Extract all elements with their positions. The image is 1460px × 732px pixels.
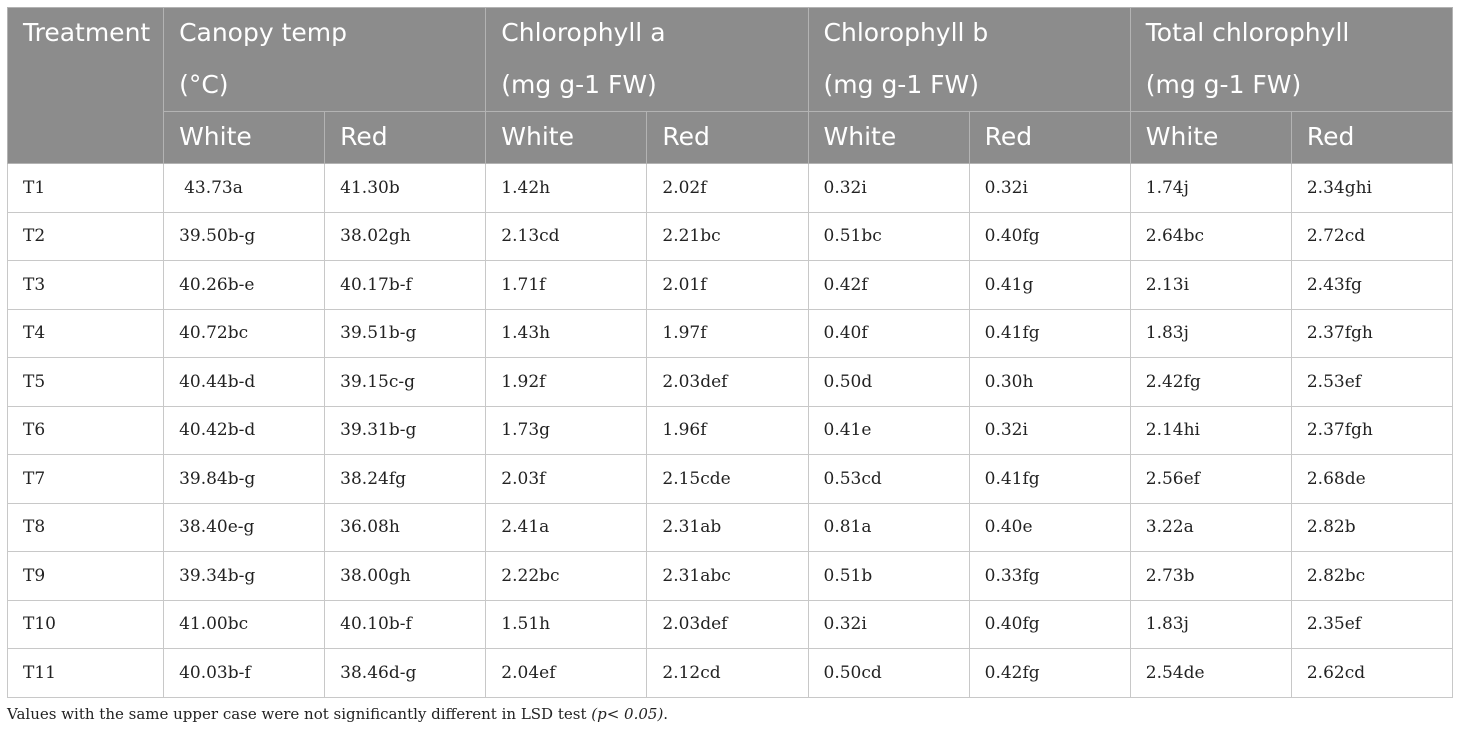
value-cell: 2.13cd xyxy=(486,212,647,261)
header-sub-white: White xyxy=(1130,112,1291,164)
treatment-cell: T6 xyxy=(8,406,164,455)
value-cell: 2.72cd xyxy=(1291,212,1452,261)
table-row xyxy=(8,455,1453,504)
table-row xyxy=(8,358,1453,407)
value-cell: 2.04ef xyxy=(486,649,647,698)
value-cell: 2.54de xyxy=(1130,649,1291,698)
value-cell: 0.41g xyxy=(969,261,1130,310)
treatment-cell: T1 xyxy=(8,164,164,213)
table-row xyxy=(8,212,1453,261)
value-cell: 1.97f xyxy=(647,309,808,358)
value-cell: 0.30h xyxy=(969,358,1130,407)
value-cell: 1.42h xyxy=(486,164,647,213)
header-unit-total-chlorophyll: (mg g-1 FW) xyxy=(1130,60,1452,112)
header-total-chlorophyll: Total chlorophyll xyxy=(1130,8,1452,60)
value-cell: 2.02f xyxy=(647,164,808,213)
table-row xyxy=(8,649,1453,698)
header-sub-white: White xyxy=(486,112,647,164)
value-cell: 2.73b xyxy=(1130,552,1291,601)
value-cell: 2.42fg xyxy=(1130,358,1291,407)
footnote-emphasis: (p< 0.05) xyxy=(591,705,664,723)
value-cell: 38.02gh xyxy=(325,212,486,261)
header-row-units xyxy=(8,60,1453,112)
value-cell: 2.37fgh xyxy=(1291,309,1452,358)
header-sub-red: Red xyxy=(647,112,808,164)
value-cell: 2.31abc xyxy=(647,552,808,601)
header-sub-red: Red xyxy=(1291,112,1452,164)
value-cell: 38.24fg xyxy=(325,455,486,504)
value-cell: 0.40fg xyxy=(969,212,1130,261)
value-cell: 39.84b-g xyxy=(164,455,325,504)
header-sub-red: Red xyxy=(325,112,486,164)
value-cell: 40.44b-d xyxy=(164,358,325,407)
value-cell: 38.46d-g xyxy=(325,649,486,698)
table-row xyxy=(8,261,1453,310)
value-cell: 1.83j xyxy=(1130,600,1291,649)
value-cell: 38.00gh xyxy=(325,552,486,601)
table-row xyxy=(8,406,1453,455)
value-cell: 2.14hi xyxy=(1130,406,1291,455)
value-cell: 2.34ghi xyxy=(1291,164,1452,213)
value-cell: 0.50cd xyxy=(808,649,969,698)
value-cell: 1.96f xyxy=(647,406,808,455)
value-cell: 2.43fg xyxy=(1291,261,1452,310)
table-row xyxy=(8,600,1453,649)
value-cell: 0.32i xyxy=(808,164,969,213)
value-cell: 0.32i xyxy=(969,164,1130,213)
header-canopy-temp: Canopy temp xyxy=(164,8,486,60)
header-unit-chlorophyll-b: (mg g-1 FW) xyxy=(808,60,1130,112)
treatment-cell: T2 xyxy=(8,212,164,261)
table-row xyxy=(8,309,1453,358)
value-cell: 1.92f xyxy=(486,358,647,407)
value-cell: 39.51b-g xyxy=(325,309,486,358)
value-cell: 2.31ab xyxy=(647,503,808,552)
value-cell: 2.03f xyxy=(486,455,647,504)
table-row xyxy=(8,164,1453,213)
treatment-cell: T9 xyxy=(8,552,164,601)
value-cell: 40.26b-e xyxy=(164,261,325,310)
value-cell: 0.41fg xyxy=(969,455,1130,504)
value-cell: 1.74j xyxy=(1130,164,1291,213)
value-cell: 2.37fgh xyxy=(1291,406,1452,455)
value-cell: 2.01f xyxy=(647,261,808,310)
value-cell: 2.68de xyxy=(1291,455,1452,504)
treatment-cell: T3 xyxy=(8,261,164,310)
value-cell: 1.73g xyxy=(486,406,647,455)
value-cell: 40.42b-d xyxy=(164,406,325,455)
value-cell: 2.22bc xyxy=(486,552,647,601)
value-cell: 2.15cde xyxy=(647,455,808,504)
value-cell: 0.32i xyxy=(808,600,969,649)
treatment-cell: T11 xyxy=(8,649,164,698)
value-cell: 1.43h xyxy=(486,309,647,358)
value-cell: 0.40f xyxy=(808,309,969,358)
value-cell: 41.00bc xyxy=(164,600,325,649)
value-cell: 0.53cd xyxy=(808,455,969,504)
value-cell: 2.56ef xyxy=(1130,455,1291,504)
value-cell: 2.64bc xyxy=(1130,212,1291,261)
value-cell: 43.73a xyxy=(164,164,325,213)
value-cell: 2.21bc xyxy=(647,212,808,261)
table-row xyxy=(8,503,1453,552)
header-chlorophyll-a: Chlorophyll a xyxy=(486,8,808,60)
value-cell: 2.12cd xyxy=(647,649,808,698)
value-cell: 0.40e xyxy=(969,503,1130,552)
treatment-cell: T4 xyxy=(8,309,164,358)
value-cell: 39.34b-g xyxy=(164,552,325,601)
value-cell: 40.17b-f xyxy=(325,261,486,310)
value-cell: 2.13i xyxy=(1130,261,1291,310)
value-cell: 3.22a xyxy=(1130,503,1291,552)
header-sub-red: Red xyxy=(969,112,1130,164)
header-unit-canopy-temp: (°C) xyxy=(164,60,486,112)
footnote-text: Values with the same upper case were not significantly different in LSD test xyxy=(7,705,592,723)
header-unit-chlorophyll-a: (mg g-1 FW) xyxy=(486,60,808,112)
value-cell: 2.03def xyxy=(647,600,808,649)
footnote-end: . xyxy=(663,705,669,723)
value-cell: 0.51b xyxy=(808,552,969,601)
value-cell: 39.31b-g xyxy=(325,406,486,455)
value-cell: 41.30b xyxy=(325,164,486,213)
value-cell: 40.72bc xyxy=(164,309,325,358)
value-cell: 2.03def xyxy=(647,358,808,407)
header-sub-white: White xyxy=(808,112,969,164)
value-cell: 0.40fg xyxy=(969,600,1130,649)
data-table xyxy=(7,7,1453,698)
value-cell: 2.82b xyxy=(1291,503,1452,552)
header-treatment: Treatment xyxy=(8,8,164,164)
header-sub-white: White xyxy=(164,112,325,164)
treatment-cell: T5 xyxy=(8,358,164,407)
table-row xyxy=(8,552,1453,601)
value-cell: 2.62cd xyxy=(1291,649,1452,698)
value-cell: 39.50b-g xyxy=(164,212,325,261)
value-cell: 40.10b-f xyxy=(325,600,486,649)
value-cell: 36.08h xyxy=(325,503,486,552)
header-row-subcolumns xyxy=(8,112,1453,164)
value-cell: 1.83j xyxy=(1130,309,1291,358)
value-cell: 0.50d xyxy=(808,358,969,407)
value-cell: 2.82bc xyxy=(1291,552,1452,601)
value-cell: 40.03b-f xyxy=(164,649,325,698)
table-body xyxy=(8,164,1453,698)
table-footnote xyxy=(7,705,668,723)
value-cell: 0.32i xyxy=(969,406,1130,455)
value-cell: 1.51h xyxy=(486,600,647,649)
header-chlorophyll-b: Chlorophyll b xyxy=(808,8,1130,60)
value-cell: 2.53ef xyxy=(1291,358,1452,407)
value-cell: 39.15c-g xyxy=(325,358,486,407)
value-cell: 0.51bc xyxy=(808,212,969,261)
value-cell: 0.41e xyxy=(808,406,969,455)
value-cell: 1.71f xyxy=(486,261,647,310)
header-row-titles xyxy=(8,8,1453,60)
value-cell: 2.35ef xyxy=(1291,600,1452,649)
value-cell: 0.33fg xyxy=(969,552,1130,601)
value-cell: 0.42f xyxy=(808,261,969,310)
value-cell: 0.41fg xyxy=(969,309,1130,358)
value-cell: 0.81a xyxy=(808,503,969,552)
treatment-cell: T7 xyxy=(8,455,164,504)
table-header xyxy=(8,8,1453,164)
value-cell: 0.42fg xyxy=(969,649,1130,698)
value-cell: 38.40e-g xyxy=(164,503,325,552)
treatment-cell: T8 xyxy=(8,503,164,552)
treatment-cell: T10 xyxy=(8,600,164,649)
value-cell: 2.41a xyxy=(486,503,647,552)
